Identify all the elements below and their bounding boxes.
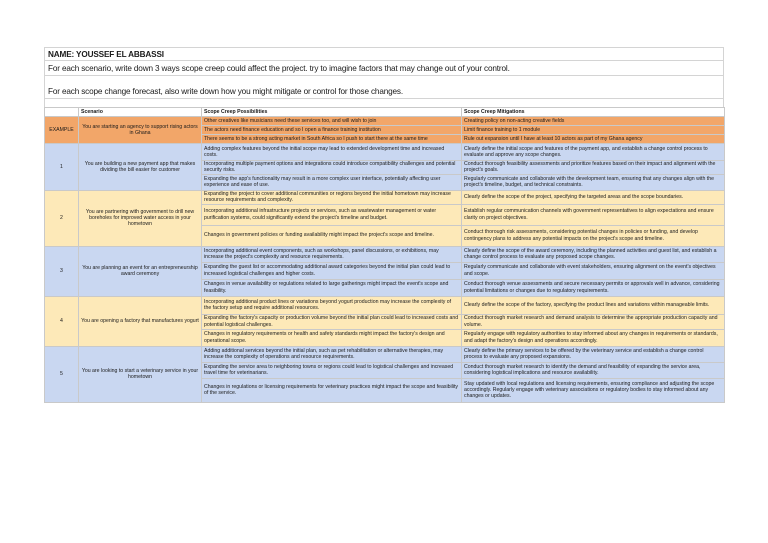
- possibility-cell: Expanding the service area to neighboring towns or regions could lead to logistical challenges and increased travel time for veterinarians.: [202, 362, 462, 378]
- header-scenario: Scenario: [79, 108, 202, 117]
- possibility-cell: Expanding the factory's capacity or production volume beyond the initial plan could lead to increased costs and potential logistical challenges.: [202, 314, 462, 329]
- possibility-cell: Expanding the app's functionality may result in a more complex user interface, potentially affecting user experience and ease of use.: [202, 174, 462, 190]
- mitigation-cell: Regularly engage with regulatory authorities to stay informed about any changes in requirements or standards, and adapt the factory's design and operations accordingly.: [462, 329, 725, 346]
- mitigation-cell: Limit finance training to 1 module: [462, 126, 725, 135]
- possibility-cell: Expanding the project to cover additional communities or regions beyond the initial hometown may increase resource requirements and complexity.: [202, 190, 462, 204]
- possibility-cell: Expanding the guest list or accommodating additional award categories beyond the initial plan could lead to increased logistical challenges and higher costs.: [202, 262, 462, 279]
- table-row: [45, 346, 725, 362]
- table-header-row: [45, 108, 725, 117]
- spacer-row: [44, 75, 724, 84]
- header-blank: [45, 108, 79, 117]
- scenario-cell: You are looking to start a veterinary service in your hometown: [79, 346, 202, 402]
- mitigation-cell: Rule out expansion until I have at least 10 actors as part of my Ghana agency: [462, 135, 725, 144]
- possibility-cell: There seems to be a strong acting market in South Africa so I push to start there at the same time: [202, 135, 462, 144]
- mitigation-cell: Clearly define the scope of the award ceremony, including the planned activities and guest list, and establish a change control process to evaluate any proposed scope changes.: [462, 246, 725, 262]
- scenario-number: 3: [45, 246, 79, 296]
- instruction-line-2: For each scope change forecast, also write down how you might mitigate or control for those changes.: [44, 84, 724, 98]
- possibility-cell: Changes in regulations or licensing requirements for veterinary practices might impact the scope and feasibility of the service.: [202, 378, 462, 402]
- mitigation-cell: Stay updated with local regulations and licensing requirements, ensuring compliance and adjusting the scope accordingly. Regularly engage with veterinary associations or regulatory bodies to stay informed about any changes or updates.: [462, 378, 725, 402]
- mitigation-cell: Conduct thorough market research to identify the demand and feasibility of expanding the service area, considering logistical implications and resource availability.: [462, 362, 725, 378]
- possibility-cell: Incorporating additional infrastructure projects or services, such as wastewater management or water purification systems, could significantly extend the project's timeline and budget.: [202, 204, 462, 225]
- scenario-number: 5: [45, 346, 79, 402]
- possibility-cell: Changes in regulatory requirements or health and safety standards might impact the factory's design and operational scope.: [202, 329, 462, 346]
- mitigation-cell: Establish regular communication channels with government representatives to align expectations and ensure clarity on project objectives.: [462, 204, 725, 225]
- spacer-row: [44, 98, 724, 107]
- possibility-cell: Incorporating additional product lines or variations beyond yogurt production may increase the complexity of the factory setup and require additional resources.: [202, 296, 462, 314]
- possibility-cell: Adding complex features beyond the initial scope may lead to extended development time and increased costs.: [202, 144, 462, 161]
- mitigation-cell: Conduct thorough market research and demand analysis to determine the appropriate production capacity and volume.: [462, 314, 725, 329]
- possibility-cell: Changes in venue availability or regulations related to large gatherings might impact the event's scope and feasibility.: [202, 279, 462, 296]
- header-mitigations: Scope Creep Mitigations: [462, 108, 725, 117]
- possibility-cell: Other creatives like musicians need these services too, and will wish to join: [202, 117, 462, 126]
- table-row: [45, 144, 725, 161]
- scenario-cell: You are planning an event for an entrepreneurship award ceremony: [79, 246, 202, 296]
- scenario-cell: You are opening a factory that manufactures yogurt: [79, 296, 202, 346]
- instruction-line-1: For each scenario, write down 3 ways scope creep could affect the project. try to imagine factors that may change out of your control.: [44, 60, 724, 75]
- scenario-number: 4: [45, 296, 79, 346]
- mitigation-cell: Regularly communicate and collaborate with the development team, ensuring that any changes align with the project's timeline, budget, and technical constraints.: [462, 174, 725, 190]
- scenario-number: 1: [45, 144, 79, 191]
- possibility-cell: Incorporating multiple payment options and integrations could introduce compatibility challenges and potential security risks.: [202, 161, 462, 175]
- scenario-number: 2: [45, 190, 79, 246]
- possibility-cell: Adding additional services beyond the initial plan, such as pet rehabilitation or alternative therapies, may increase the complexity of operations and resource requirements.: [202, 346, 462, 362]
- mitigation-cell: Conduct thorough risk assessments, considering potential changes in policies or funding, and develop contingency plans to address any potential impacts on the project's scope and timeline.: [462, 225, 725, 246]
- scenario-number: EXAMPLE: [45, 117, 79, 144]
- table-row: [45, 117, 725, 126]
- possibility-cell: The actors need finance education and so I open a finance training institution: [202, 126, 462, 135]
- mitigation-cell: Regularly communicate and collaborate with event stakeholders, ensuring alignment on the event's objectives and scope.: [462, 262, 725, 279]
- header-possibilities: Scope Creep Possibilities: [202, 108, 462, 117]
- possibility-cell: Incorporating additional event components, such as workshops, panel discussions, or exhibitions, may increase the project's complexity and resource requirements.: [202, 246, 462, 262]
- scenario-cell: You are building a new payment app that makes dividing the bill easier for customer: [79, 144, 202, 191]
- mitigation-cell: Clearly define the initial scope and features of the payment app, and establish a change control process to evaluate and approve any scope changes.: [462, 144, 725, 161]
- mitigation-cell: Clearly define the scope of the project, specifying the targeted areas and the scope boundaries.: [462, 190, 725, 204]
- scenario-cell: You are starting an agency to support rising actors in Ghana: [79, 117, 202, 144]
- spreadsheet: [44, 47, 724, 403]
- table-row: [45, 246, 725, 262]
- possibility-cell: Changes in government policies or funding availability might impact the project's scope and timeline.: [202, 225, 462, 246]
- table-row: [45, 296, 725, 314]
- mitigation-cell: Conduct thorough feasibility assessments and prioritize features based on their impact and alignment with the project's goals.: [462, 161, 725, 175]
- table-row: [45, 190, 725, 204]
- scope-creep-table: [44, 107, 725, 403]
- table-body: [45, 108, 725, 403]
- student-name: NAME: YOUSSEF EL ABBASSI: [44, 47, 724, 60]
- mitigation-cell: Conduct thorough venue assessments and secure necessary permits or approvals well in advance, considering potential limitations or changes due to regulatory requirements.: [462, 279, 725, 296]
- mitigation-cell: Clearly define the scope of the factory, specifying the product lines and variations within manageable limits.: [462, 296, 725, 314]
- scenario-cell: You are partnering with government to drill new boreholes for improved water access in your hometown: [79, 190, 202, 246]
- mitigation-cell: Creating policy on non-acting creative fields: [462, 117, 725, 126]
- mitigation-cell: Clearly define the primary services to be offered by the veterinary service and establish a change control process to evaluate any proposed expansions.: [462, 346, 725, 362]
